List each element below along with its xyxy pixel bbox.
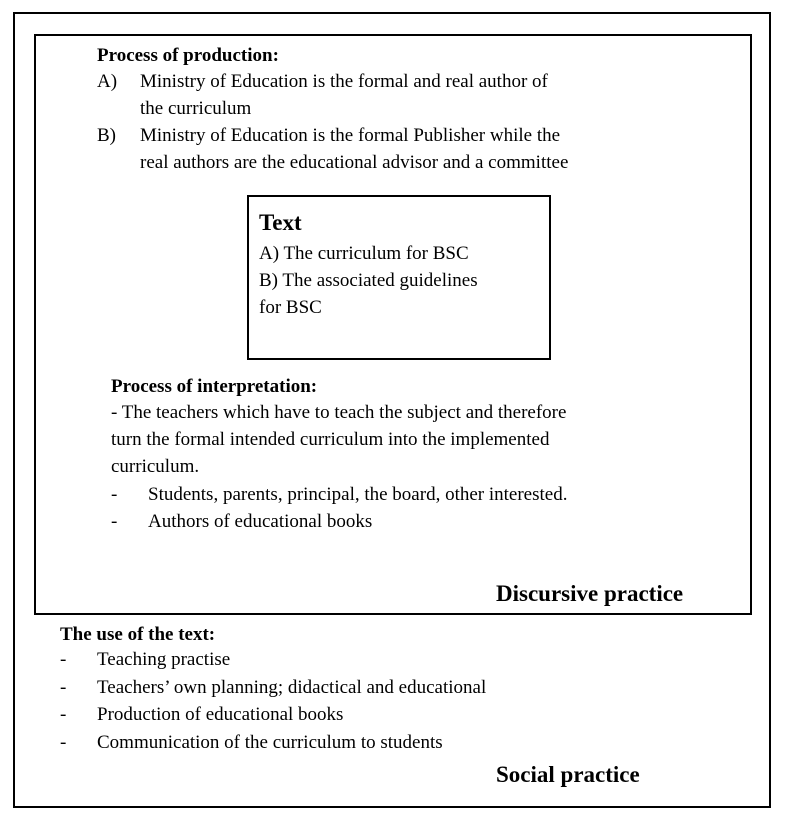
interpretation-para-line1: - The teachers which have to teach the subject and therefore	[111, 402, 567, 423]
interpretation-bullet-2: Authors of educational books	[148, 511, 373, 532]
interpretation-bullet-1-dash: -	[111, 484, 118, 505]
interpretation-bullet-1: Students, parents, principal, the board, other interested.	[148, 484, 568, 505]
interpretation-bullet-2-dash: -	[111, 511, 118, 532]
text-line-2: B) The associated guidelines	[259, 270, 478, 291]
use-bullet-2-dash: -	[60, 677, 67, 698]
use-bullet-1: Teaching practise	[97, 649, 231, 670]
text-line-3: for BSC	[259, 297, 322, 318]
use-bullet-3-dash: -	[60, 704, 67, 725]
production-item-a-label: A)	[97, 71, 118, 92]
production-heading: Process of production:	[97, 45, 279, 66]
production-item-a-line1: Ministry of Education is the formal and real author of	[140, 71, 548, 92]
text-line-1: A) The curriculum for BSC	[259, 243, 469, 264]
production-item-a-line2: the curriculum	[140, 98, 252, 119]
use-bullet-1-dash: -	[60, 649, 67, 670]
production-item-b-line1: Ministry of Education is the formal Publisher while the	[140, 125, 561, 146]
social-practice-label: Social practice	[496, 762, 640, 787]
production-item-b-label: B)	[97, 125, 116, 146]
use-bullet-4: Communication of the curriculum to students	[97, 732, 443, 753]
discursive-practice-label: Discursive practice	[496, 581, 684, 606]
production-item-b-line2: real authors are the educational advisor and a committee	[140, 152, 569, 173]
use-bullet-4-dash: -	[60, 732, 67, 753]
interpretation-para-line3: curriculum.	[111, 456, 200, 477]
interpretation-heading: Process of interpretation:	[111, 376, 318, 397]
use-bullet-2: Teachers’ own planning; didactical and educational	[97, 677, 487, 698]
text-heading: Text	[259, 210, 302, 235]
use-bullet-3: Production of educational books	[97, 704, 344, 725]
use-heading: The use of the text:	[60, 624, 216, 645]
interpretation-para-line2: turn the formal intended curriculum into the implemented	[111, 429, 550, 450]
